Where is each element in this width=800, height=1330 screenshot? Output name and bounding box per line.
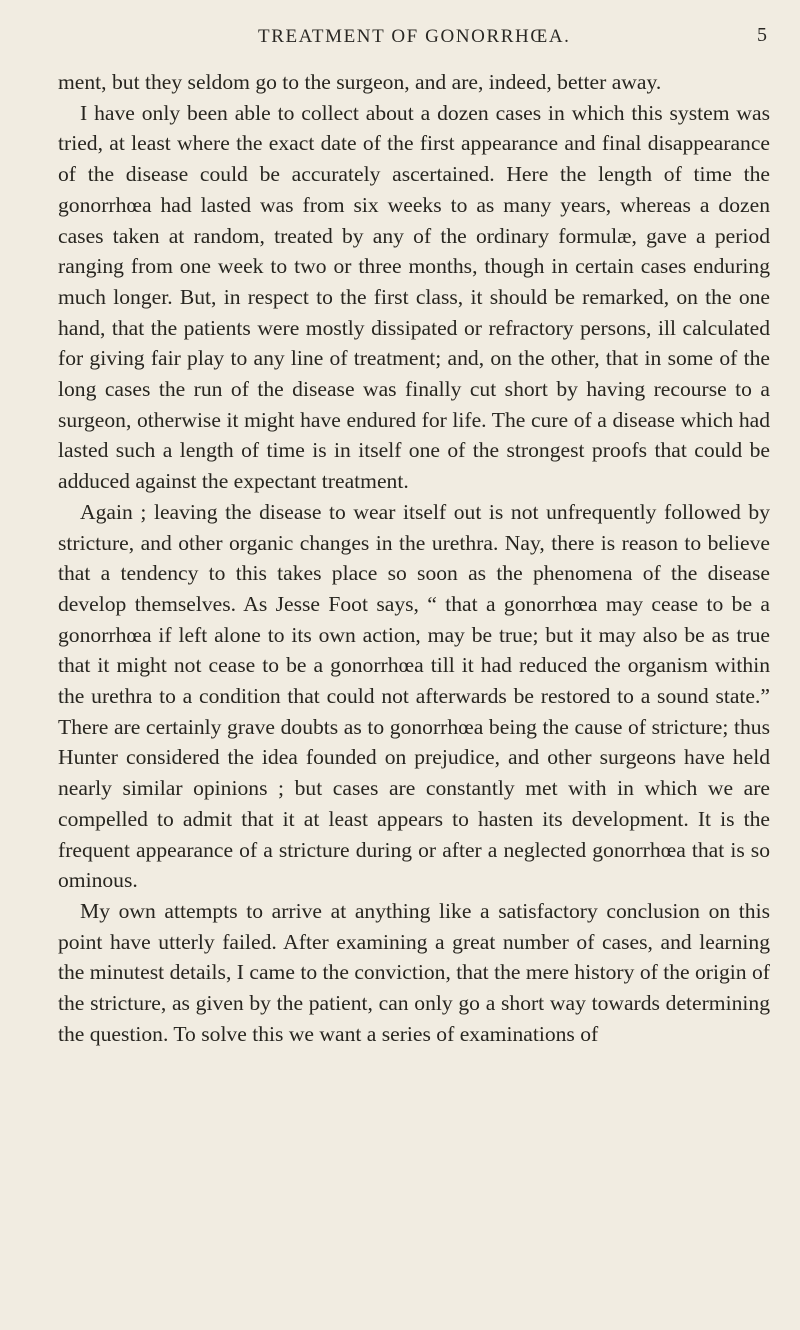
paragraph-dozen-cases: I have only been able to collect about a dozen cases in which this system was tried, at least where the exact date of the first appearance and final disappearance of the disease could be accurately ascertained. Here the length of time the gonorrhœa had lasted was from six weeks to as many years, whereas a dozen cases taken at random, treated by any of the ordinary formulæ, gave a period ranging from one week to two or three months, though in certain cases enduring much longer. But, in respect to the first class, it should be remarked, on the one hand, that the patients were mostly dissipated or refractory persons, ill calculated for giving fair play to any line of treatment; and, on the other, that in some of the long cases the run of the disease was finally cut short by having recourse to a surgeon, otherwise it might have endured for life. The cure of a disease which had lasted such a length of time is in itself one of the strongest proofs that could be adduced against the expectant treatment. [58, 100, 770, 494]
running-title: TREATMENT OF GONORRHŒA. [258, 26, 571, 47]
running-head [0, 26, 800, 56]
paragraph-stricture: Again ; leaving the disease to wear itself out is not unfrequently followed by stricture, and other organic changes in the urethra. Nay, there is reason to believe that a tendency to this takes place so soon as the phenomena of the disease develop themselves. As Jesse Foot says, “ that a gonorrhœa may cease to be a gonorrhœa if left alone to its own action, may be true; but it may also be as true that it might not cease to be a gonorrhœa till it had reduced the organism within the urethra to a condition that could not afterwards be restored to a sound state.” There are certainly grave doubts as to gonorrhœa being the cause of stricture; thus Hunter considered the idea founded on prejudice, and other surgeons have held nearly similar opinions ; but cases are constantly met with in which we are compelled to admit that it at least appears to hasten its development. It is the frequent appearance of a stricture during or after a neglected gonorrhœa that is so ominous. [58, 499, 770, 893]
body-text [58, 67, 770, 1050]
page-number: 5 [757, 24, 767, 46]
paragraph-continued: ment, but they seldom go to the surgeon, and are, indeed, better away. [58, 70, 662, 94]
paragraph-own-attempts: My own attempts to arrive at anything like a satisfactory conclusion on this point have utterly failed. After examining a great number of cases, and learning the minutest details, I came to the conviction, that the mere history of the origin of the stricture, as given by the patient, can only go a short way towards determining the question. To solve this we want a series of examinations of [58, 898, 770, 1046]
